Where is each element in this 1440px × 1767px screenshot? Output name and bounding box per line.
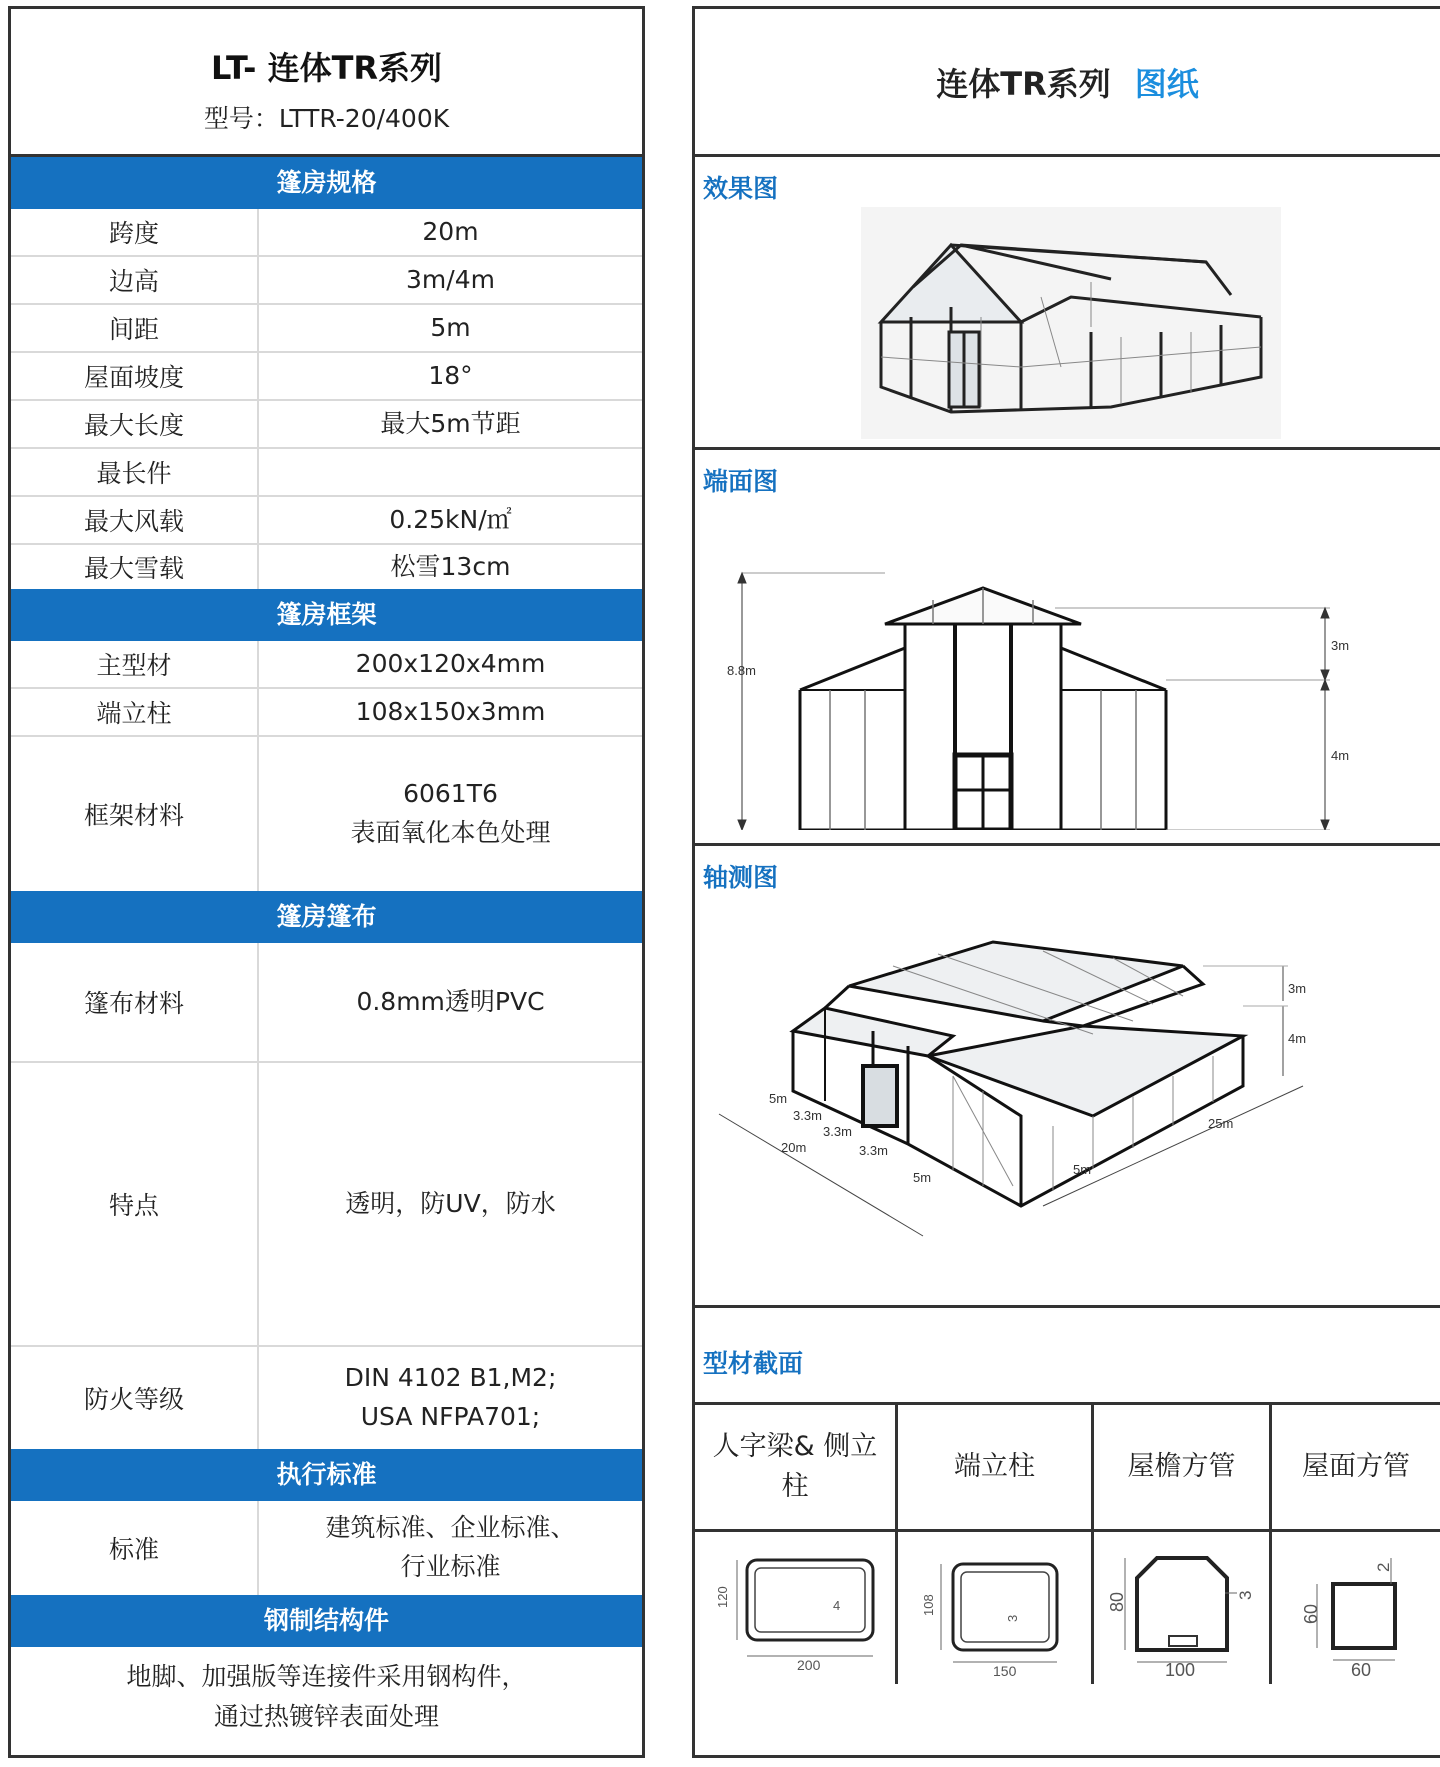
profile-section-3: [1097, 1538, 1267, 1678]
row-value: 200x120x4mm: [355, 648, 546, 678]
profile-section-4: [1281, 1538, 1431, 1678]
dim-label: 5m: [913, 1170, 932, 1185]
end-view-panel: [695, 450, 1440, 846]
row-value: 0.8mm透明PVC: [356, 986, 545, 1016]
row-value-line: 6061T6: [403, 779, 498, 809]
profiles-label: 型材截面: [703, 1349, 804, 1378]
profile-header: 屋檐方管: [1094, 1405, 1272, 1529]
section-spec-title: 篷房规格: [11, 157, 642, 209]
profile-header: 人字梁& 侧立柱: [695, 1405, 898, 1529]
profile-width: 60: [1351, 1660, 1372, 1678]
row-key: 标准: [11, 1501, 259, 1595]
drawing-panel: [692, 6, 1440, 1758]
render-panel: [695, 157, 1440, 450]
render-image: [861, 207, 1281, 439]
table-row: [11, 735, 642, 891]
drawing-title: 连体TR系列: [936, 64, 1111, 103]
row-value-line: USA NFPA701;: [360, 1402, 541, 1431]
row-value: 最大5m节距: [380, 408, 521, 438]
dim-height-label: 8.8m: [727, 663, 756, 678]
dim-upper-label: 3m: [1331, 638, 1350, 653]
table-row: [11, 1345, 642, 1449]
row-value: [259, 737, 642, 891]
profile-section-1: [705, 1538, 885, 1678]
dim-label: 3.3m: [859, 1143, 888, 1158]
dim-label: 4m: [1288, 1031, 1307, 1046]
row-key: 最大长度: [11, 401, 259, 447]
row-key: 最大风载: [11, 497, 259, 543]
table-row: [11, 209, 642, 255]
row-key: 屋面坡度: [11, 353, 259, 399]
profile-height: 80: [1106, 1591, 1127, 1612]
dim-label: 25m: [1208, 1116, 1234, 1131]
spec-table: [8, 6, 645, 1758]
profile-width: 200: [797, 1657, 821, 1673]
end-view-drawing: [725, 510, 1425, 830]
section-steel-title: 钢制结构件: [11, 1595, 642, 1647]
row-key: 间距: [11, 305, 259, 351]
dim-label: 3.3m: [793, 1108, 822, 1123]
profile-section-2: [905, 1538, 1085, 1678]
table-row: [11, 495, 642, 543]
dim-label: 5m: [769, 1091, 788, 1106]
table-row: [11, 943, 642, 1061]
axonometric-panel: [695, 846, 1440, 1308]
table-row: [11, 641, 642, 687]
product-model: 型号：LTTR-20/400K: [203, 104, 450, 133]
table-row: [11, 543, 642, 589]
steel-line: 地脚、加强版等连接件采用钢构件，: [126, 1662, 527, 1691]
row-value: 5m: [430, 312, 471, 342]
profile-drawing: [898, 1532, 1094, 1684]
profile-thickness: 3: [1235, 1590, 1255, 1600]
profile-height: 120: [715, 1586, 730, 1608]
profiles-panel: [695, 1308, 1440, 1684]
end-view-label: 端面图: [703, 467, 779, 496]
spec-header: [11, 9, 642, 157]
table-row: [11, 399, 642, 447]
row-key: 主型材: [11, 641, 259, 687]
row-value: [259, 449, 642, 495]
steel-description: [11, 1647, 642, 1737]
row-value-line: 表面氧化本色处理: [350, 818, 551, 847]
row-key: 最长件: [11, 449, 259, 495]
row-value: [259, 1347, 642, 1449]
profile-header: 端立柱: [898, 1405, 1094, 1529]
row-key: 边高: [11, 257, 259, 303]
spec-rows: [11, 209, 642, 589]
section-cover-title: 篷房篷布: [11, 891, 642, 943]
section-frame-title: 篷房框架: [11, 589, 642, 641]
row-value: 3m/4m: [406, 264, 495, 294]
section-standard-title: 执行标准: [11, 1449, 642, 1501]
row-key: 框架材料: [11, 737, 259, 891]
profile-drawing: [695, 1532, 898, 1684]
dim-label: 20m: [781, 1140, 807, 1155]
row-key: 最大雪载: [11, 545, 259, 589]
row-value-line: DIN 4102 B1,M2;: [344, 1363, 557, 1393]
dim-label: 3.3m: [823, 1124, 852, 1139]
axonometric-drawing: [713, 926, 1413, 1296]
table-row: [11, 1061, 642, 1345]
profile-width: 150: [992, 1663, 1016, 1678]
steel-line: 通过热镀锌表面处理: [213, 1702, 439, 1731]
table-row: [11, 303, 642, 351]
dim-label: 5m: [1073, 1162, 1092, 1177]
axonometric-label: 轴测图: [703, 863, 779, 892]
drawing-title-blue: 图纸: [1134, 64, 1199, 103]
profile-thickness: 2: [1374, 1562, 1393, 1572]
profile-height: 108: [920, 1594, 936, 1616]
profiles-label-row: [695, 1308, 1440, 1402]
row-value: 松雪13cm: [390, 551, 511, 581]
row-key: 篷布材料: [11, 943, 259, 1061]
dim-label: 3m: [1288, 981, 1307, 996]
table-row: [11, 447, 642, 495]
profile-drawing: [1272, 1532, 1440, 1684]
row-value-line: 建筑标准、企业标准、: [325, 1513, 576, 1543]
row-value: 18°: [428, 360, 473, 390]
row-value: 108x150x3mm: [355, 696, 546, 726]
table-row: [11, 687, 642, 735]
row-key: 端立柱: [11, 689, 259, 735]
drawing-header: [695, 9, 1440, 157]
profiles-drawing-row: [695, 1529, 1440, 1684]
row-key: 跨度: [11, 209, 259, 255]
dim-lower-label: 4m: [1331, 748, 1350, 763]
row-value-line: 行业标准: [400, 1552, 501, 1581]
table-row: [11, 255, 642, 303]
profile-height: 60: [1301, 1603, 1321, 1624]
product-title: LT- 连体TR系列: [210, 49, 443, 87]
row-key: 防火等级: [11, 1347, 259, 1449]
profile-thickness: 4: [833, 1598, 841, 1613]
row-key: 特点: [11, 1063, 259, 1345]
row-value: 透明，防UV，防水: [345, 1188, 556, 1218]
render-label: 效果图: [703, 174, 779, 203]
profiles-header-row: [695, 1402, 1440, 1529]
row-value: 0.25kN/㎡: [389, 504, 512, 534]
profile-width: 100: [1164, 1660, 1195, 1678]
table-row: [11, 351, 642, 399]
row-value: 20m: [422, 216, 479, 246]
profile-drawing: [1094, 1532, 1272, 1684]
row-value: [259, 1501, 642, 1595]
profile-thickness: 3: [1004, 1614, 1020, 1622]
profile-header: 屋面方管: [1302, 1450, 1410, 1482]
table-row: [11, 1501, 642, 1595]
